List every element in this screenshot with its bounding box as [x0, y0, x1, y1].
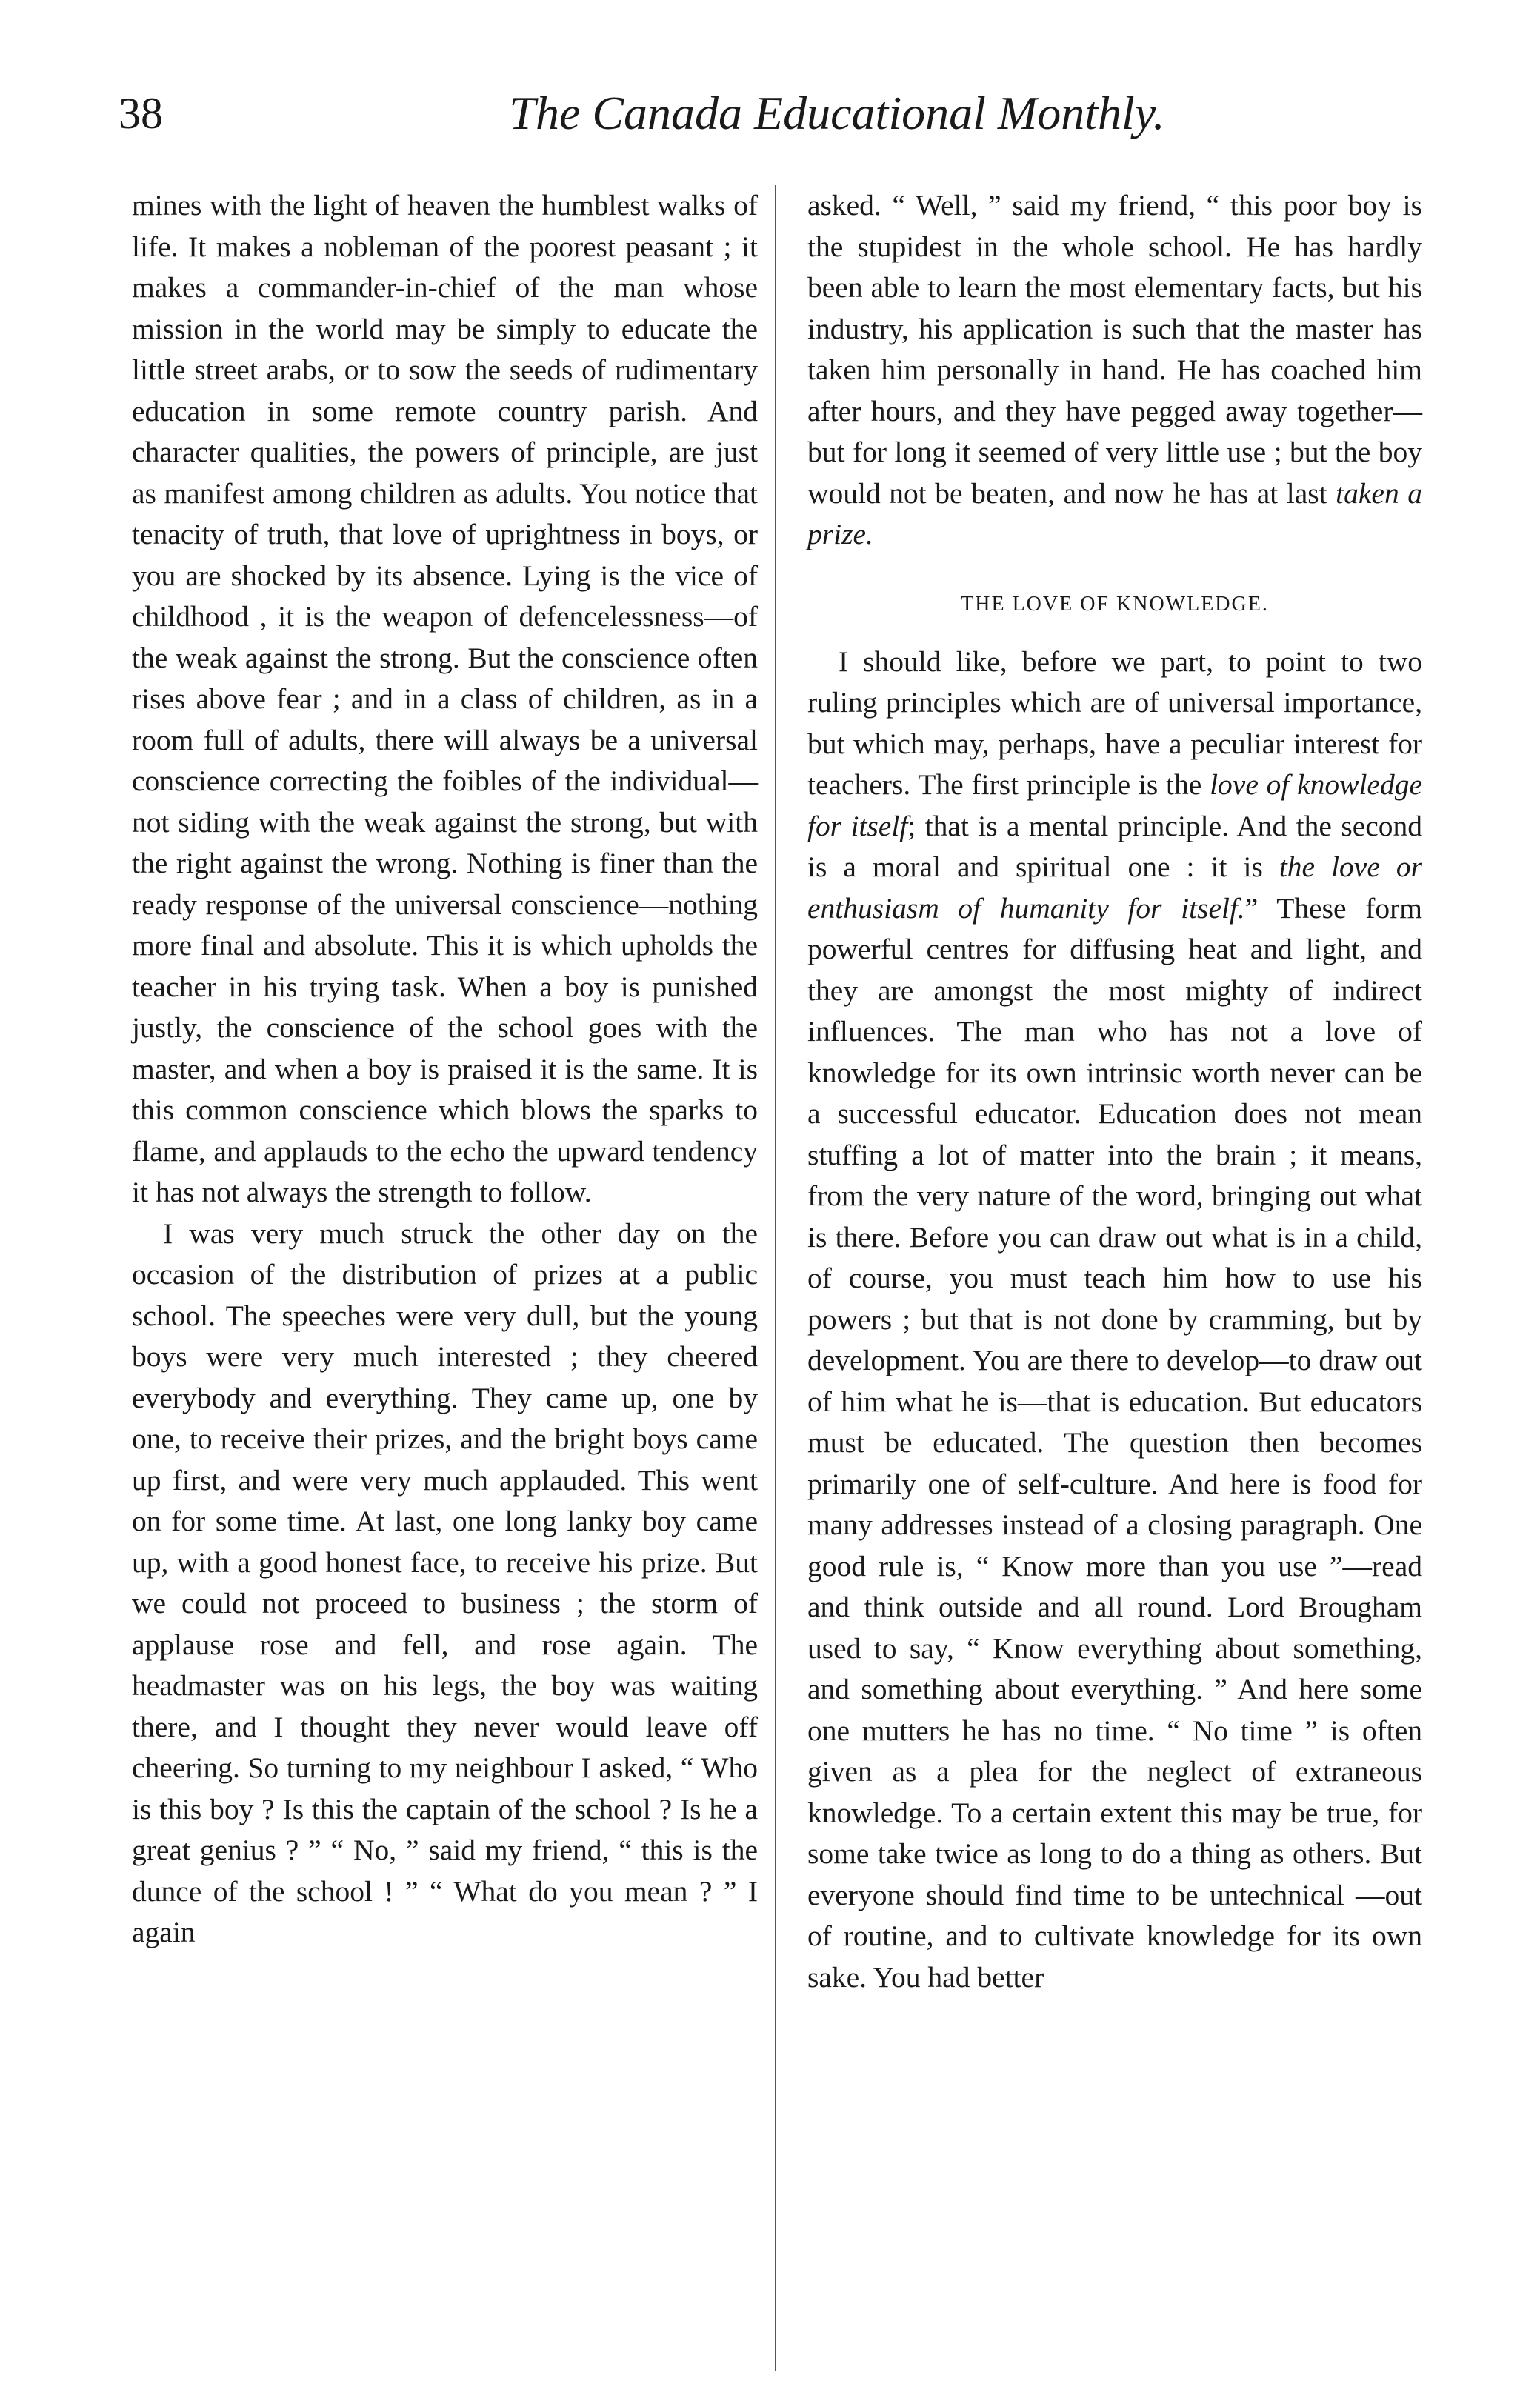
- paragraph: [807, 642, 1422, 1999]
- paragraph-text: asked. “ Well, ” said my friend, “ this poor boy is the stupidest in the whole school. He has hardly been able to learn the most elementary facts, but his industry, his application is such that the master has taken him personally in hand. He has coached him after hours, and they have pegged away together—but for long it seemed of very little use ; but the boy would not be beaten, and now he has at last: [807, 189, 1422, 510]
- italic-phrase: love of knowledge for itself: [807, 768, 1422, 842]
- section-heading: THE LOVE OF KNOWLEDGE.: [961, 592, 1269, 616]
- italic-phrase: the love or enthusiasm of humanity for itself.: [807, 850, 1422, 925]
- paragraph: mines with the light of heaven the humblest walks of life. It makes a nobleman of the poorest peasant ; it makes a commander-in-chief of the man whose mission in the world may be simply to educate the little street arabs, or to sow the seeds of rudimentary education in some remote country parish. And character qualities, the powers of principle, are just as manifest among children as adults. You notice that tenacity of truth, that love of uprightness in boys, or you are shocked by its absence. Lying is the vice of childhood , it is the weapon of defencelessness—of the weak against the strong. But the conscience often rises above fear ; and in a class of children, as in a room full of adults, there will always be a universal conscience correcting the foibles of the individual—not siding with the weak against the strong, but with the right against the wrong. Nothing is finer than the ready response of the universal conscience—nothing more final and absolute. This it is which upholds the teacher in his trying task. When a boy is punished justly, the conscience of the school goes with the master, and when a boy is praised it is the same. It is this common conscience which blows the sparks to flame, and applauds to the echo the upward tendency it has not always the strength to follow.: [132, 189, 758, 1208]
- paragraph-text: I should like, before we part, to point to two ruling principles which are of universal importance, but which may, perhaps, have a peculiar interest for teachers. The first principle is the: [807, 645, 1422, 801]
- paragraph-text: ” These form powerful centres for diffusing heat and light, and they are amongst the most mighty of indirect influences. The man who has not a love of knowledge for its own intrinsic worth never can be a successful educator. Education does not mean stuffing a lot of matter into the brain ; it means, from the very nature of the word, bringing out what is there. Before you can draw out what is in a child, of course, you must teach him how to use his powers ; but that is not done by cramming, but by development. You are there to develop—to draw out of him what he is—that is education. But educators must be educated. The question then becomes primarily one of self-culture. And here is food for many addresses instead of a closing paragraph. One good rule is, “ Know more than you use ”—read and think outside and all round. Lord Brougham used to say, “ Know everything about something, and something about everything. ” And here some one mutters he has no time. “ No time ” is often given as a plea for the neglect of extraneous knowledge. To a certain extent this may be true, for some take twice as long to do a thing as others. But everyone should find time to be untechnical —out of routine, and to cultivate knowledge for its own sake. You had better: [807, 891, 1422, 1994]
- paragraph: I was very much struck the other day on the occasion of the distribution of prizes at a public school. The speeches were very dull, but the young boys were very much interested ; they cheered everybody and everything. They came up, one by one, to receive their prizes, and the bright boys came up first, and were very much applauded. This went on for some time. At last, one long lanky boy came up, with a good honest face, to receive his prize. But we could not proceed to business ; the storm of applause rose and fell, and rose again. The headmaster was on his legs, the boy was waiting there, and I thought they never would leave off cheering. So turning to my neighbour I asked, “ Who is this boy ? Is this the captain of the school ? Is he a great genius ? ” “ No, ” said my friend, “ this is the dunce of the school ! ” “ What do you mean ? ” I again: [132, 1216, 758, 1948]
- paragraph: [807, 185, 1422, 556]
- column-divider: [775, 185, 776, 2371]
- page-number: 38: [119, 89, 163, 138]
- left-column: [132, 185, 758, 1954]
- right-column: [807, 185, 1422, 1998]
- italic-phrase: taken a prize.: [807, 476, 1422, 550]
- running-head: The Canada Educational Monthly.: [509, 87, 1165, 139]
- paragraph-text: ; that is a mental principle. And the second is a moral and spiritual one : it is: [807, 809, 1423, 883]
